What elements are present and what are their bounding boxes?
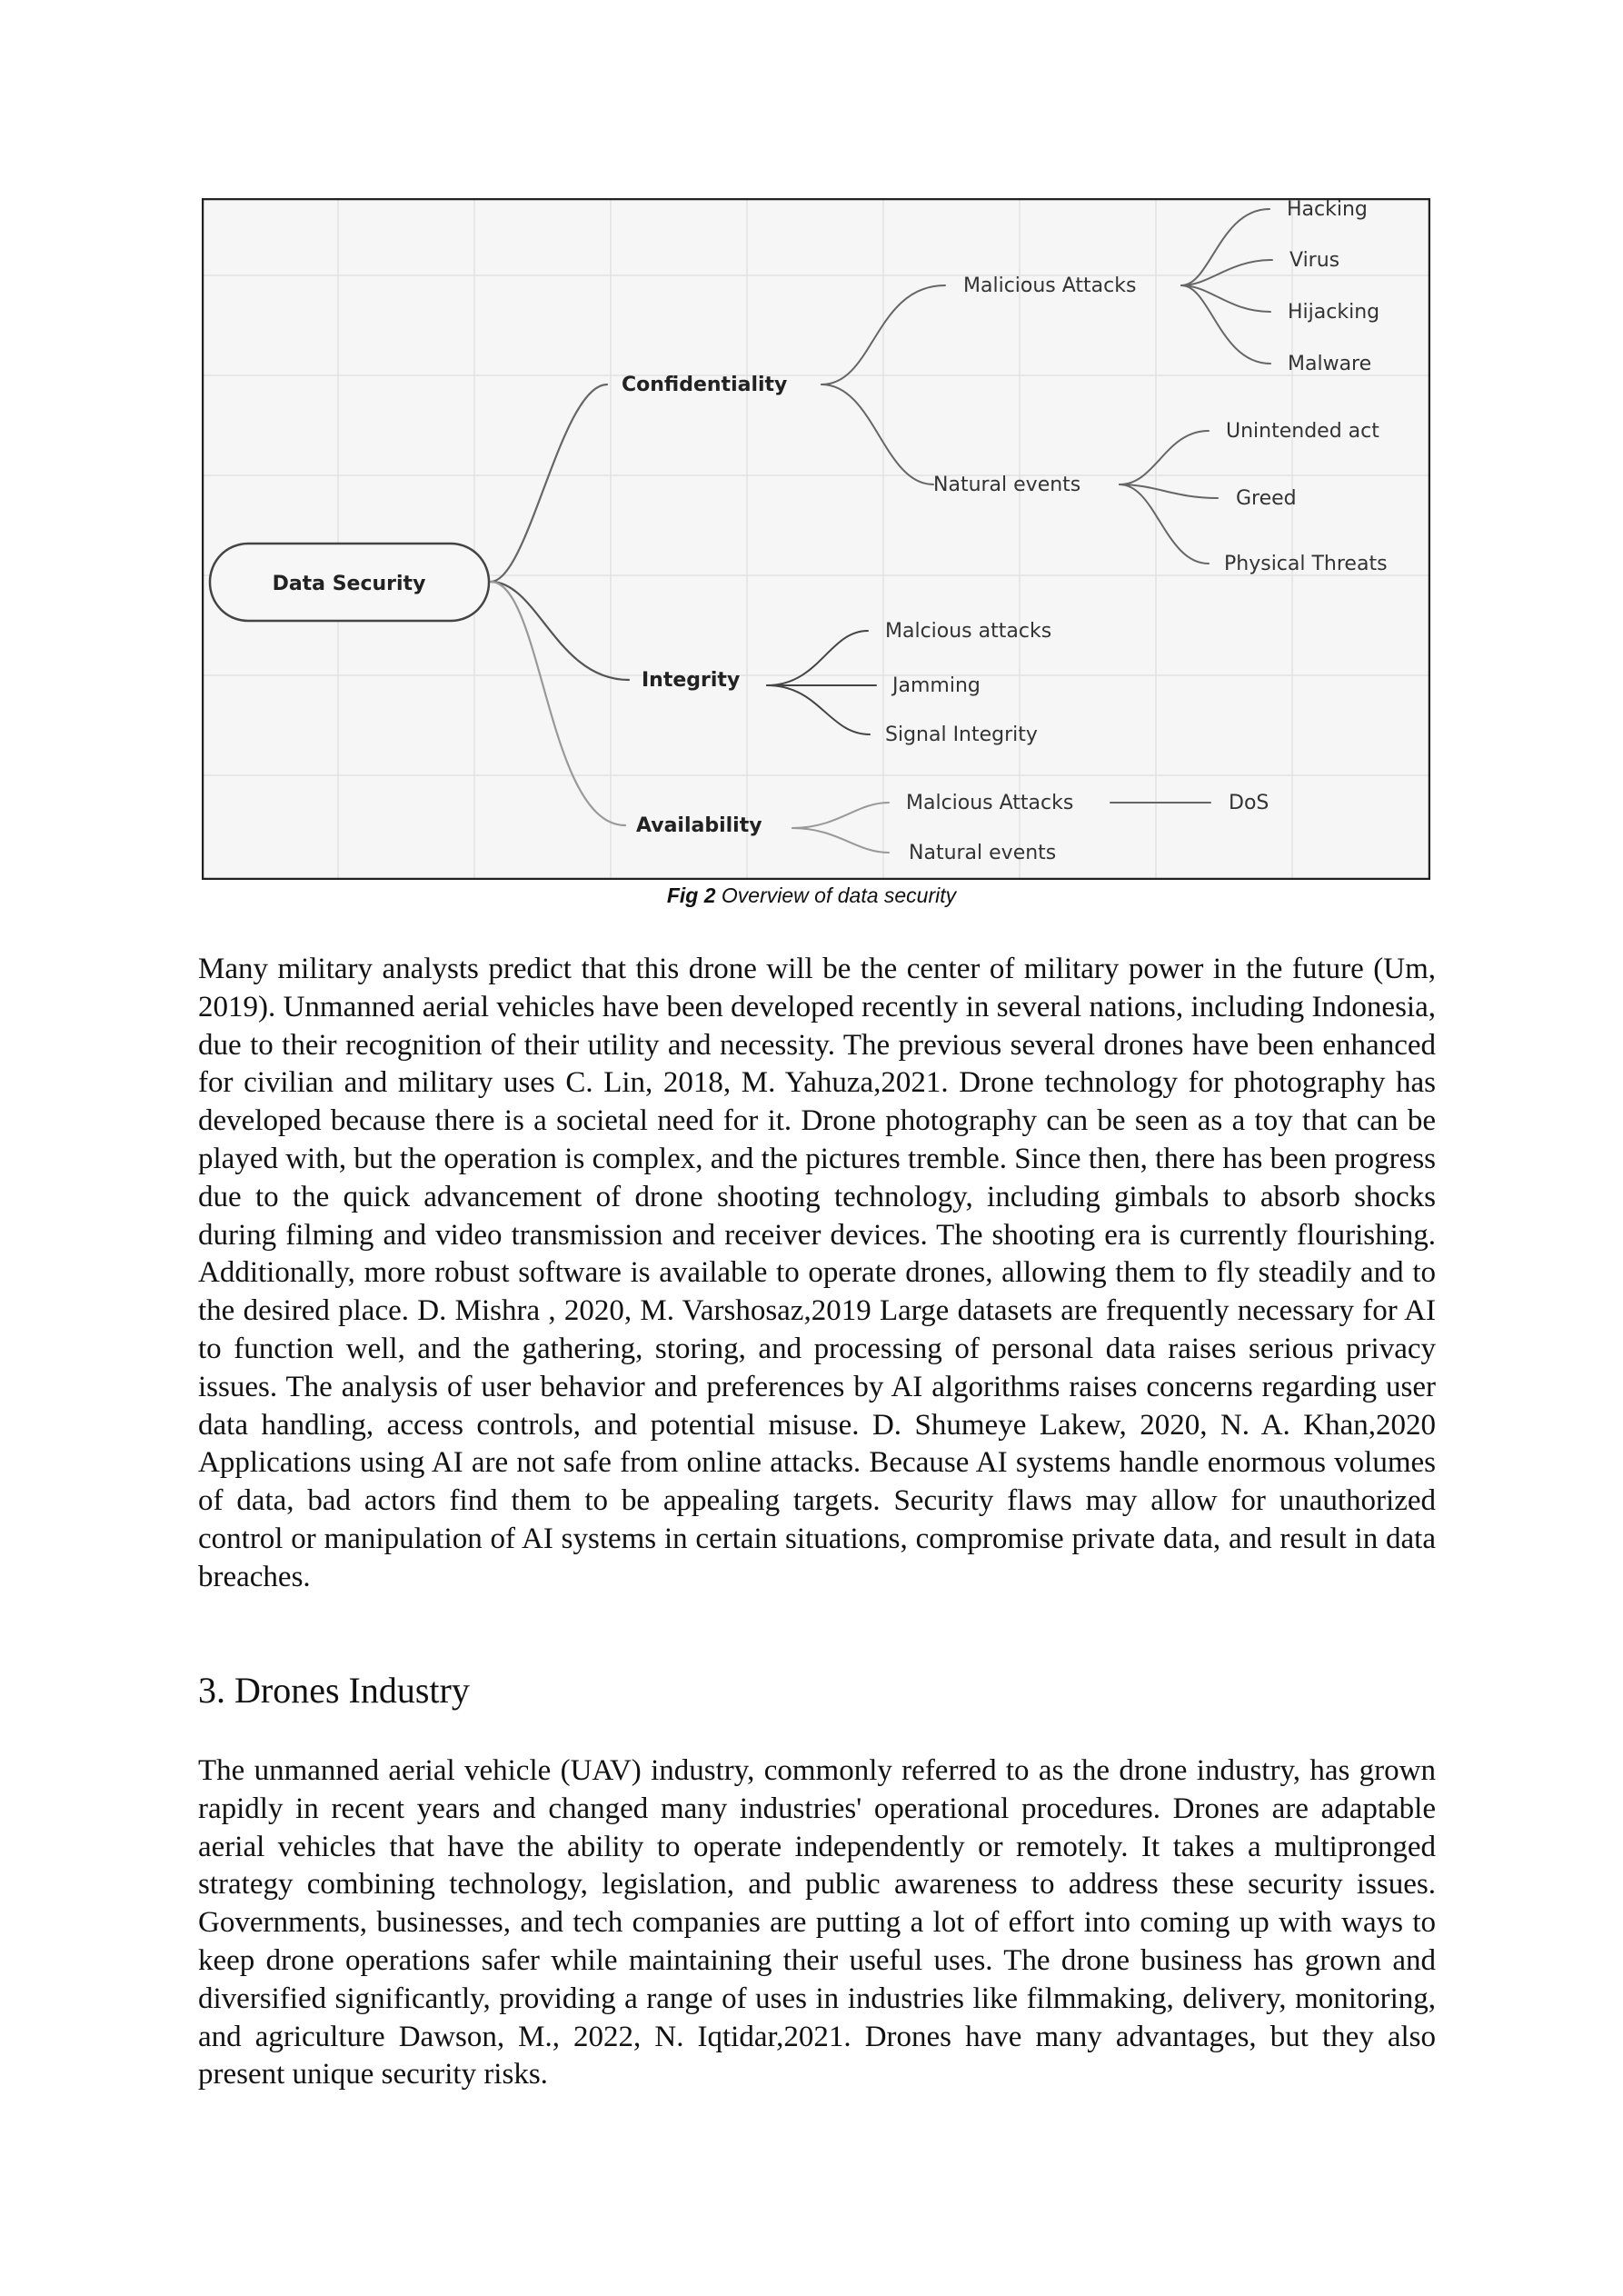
node-malcious-attacks-availability: Malcious Attacks: [906, 792, 1074, 814]
figure-caption: [0, 883, 1623, 908]
figure-caption-text: Overview of data security: [721, 883, 957, 907]
body-paragraph-1: Many military analysts predict that this drone will be the center of military power in the future (Um, 2019). Unmanned aerial vehicles have been developed recently in several nations, including Indonesia, due to their recognition of their utility and necessity. The previous several drones have been enhanced for civilian and military uses C. Lin, 2018, M. Yahuza,2021. Drone technology for photography has developed because there is a societal need for it. Drone photography can be seen as a toy that can be played with, but the operation is complex, and the pictures tremble. Since then, there has been progress due to the quick advancement of drone shooting technology, including gimbals to absorb shocks during filming and video transmission and receiver devices. The shooting era is currently flourishing. Additionally, more robust software is available to operate drones, allowing them to fly steadily and to the desired place. D. Mishra , 2020, M. Varshosaz,2019 Large datasets are frequently necessary for AI to function well, and the gathering, storing, and processing of personal data raises serious privacy issues. The analysis of user behavior and preferences by AI algorithms raises concerns regarding user data handling, access controls, and potential misuse. D. Shumeye Lakew, 2020, N. A. Khan,2020 Applications using AI are not safe from online attacks. Because AI systems handle enormous volumes of data, bad actors find them to be appealing targets. Security flaws may allow for unauthorized control or manipulation of AI systems in certain situations, compromise private data, and result in data breaches.: [198, 953, 1436, 1593]
node-confidentiality: Confidentiality: [622, 374, 788, 396]
node-malware: Malware: [1288, 353, 1372, 375]
node-natural-events-availability: Natural events: [909, 842, 1057, 864]
figure-caption-label: Fig 2: [666, 883, 716, 907]
data-security-mindmap: [202, 198, 1430, 880]
node-jamming: Jamming: [892, 674, 981, 697]
node-physical-threats: Physical Threats: [1224, 553, 1388, 575]
node-hijacking: Hijacking: [1288, 301, 1380, 324]
node-unintended-act: Unintended act: [1226, 420, 1379, 443]
node-natural-events: Natural events: [933, 474, 1081, 496]
node-signal-integrity: Signal Integrity: [885, 724, 1038, 746]
node-virus: Virus: [1289, 249, 1340, 272]
node-greed: Greed: [1236, 487, 1297, 510]
node-dos: DoS: [1229, 792, 1270, 814]
node-malicious-attacks: Malicious Attacks: [963, 275, 1137, 297]
node-availability: Availability: [636, 814, 762, 837]
root-node-label: Data Security: [272, 573, 426, 595]
node-hacking: Hacking: [1287, 198, 1368, 221]
section-heading: 3. Drones Industry: [198, 1670, 470, 1711]
node-integrity: Integrity: [642, 669, 741, 692]
node-malcious-attacks-integrity: Malcious attacks: [885, 620, 1052, 643]
body-paragraph-2: The unmanned aerial vehicle (UAV) industry, commonly referred to as the drone industry, has grown rapidly in recent years and changed many industries' operational procedures. Drones are adaptable aerial vehicles that have the ability to operate independently or remotely. It takes a multipronged strategy combining technology, legislation, and public awareness to address these security issues. Governments, businesses, and tech companies are putting a lot of effort into coming up with ways to keep drone operations safer while maintaining their useful uses. The drone business has grown and diversified significantly, providing a range of uses in industries like filmmaking, delivery, monitoring, and agriculture Dawson, M., 2022, N. Iqtidar,2021. Drones have many advantages, but they also present unique security risks.: [198, 1754, 1436, 2091]
